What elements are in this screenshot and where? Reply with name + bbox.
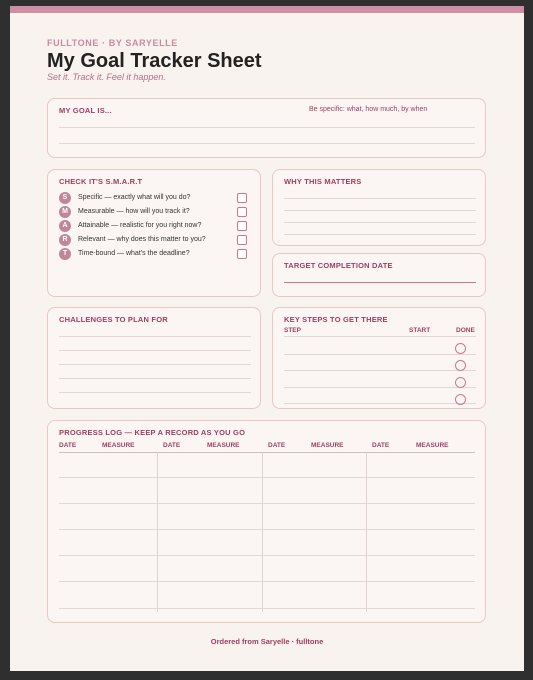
smart-letter-badge: R bbox=[59, 234, 71, 246]
smart-item-text: Attainable — realistic for you right now? bbox=[78, 222, 202, 229]
step-row-line[interactable] bbox=[284, 354, 476, 355]
start-column-header: START bbox=[409, 327, 431, 334]
measure-column-header: MEASURE bbox=[311, 442, 344, 449]
page-subtitle: Set it. Track it. Feel it happen. bbox=[47, 72, 166, 82]
challenges-write-line[interactable] bbox=[59, 378, 251, 379]
date-column-header: DATE bbox=[372, 442, 390, 449]
tracker-sheet bbox=[10, 6, 524, 671]
target-date-label: TARGET COMPLETION DATE bbox=[284, 261, 393, 270]
smart-item-text: Relevant — why does this matter to you? bbox=[78, 236, 206, 243]
goal-label: MY GOAL IS... bbox=[59, 106, 112, 115]
progress-row-line[interactable] bbox=[59, 608, 475, 609]
goal-box bbox=[47, 98, 486, 158]
progress-row-line[interactable] bbox=[59, 477, 475, 478]
key-steps-label: KEY STEPS TO GET THERE bbox=[284, 315, 388, 324]
challenges-write-line[interactable] bbox=[59, 392, 251, 393]
challenges-write-line[interactable] bbox=[59, 336, 251, 337]
smart-box bbox=[47, 169, 261, 297]
done-column-header: DONE bbox=[456, 327, 475, 334]
date-column-header: DATE bbox=[268, 442, 286, 449]
progress-row-line[interactable] bbox=[59, 581, 475, 582]
smart-letter-badge: M bbox=[59, 206, 71, 218]
smart-checkbox-measurable[interactable] bbox=[237, 207, 247, 217]
why-write-line[interactable] bbox=[284, 210, 476, 211]
smart-item-specific bbox=[59, 192, 249, 204]
progress-column-divider bbox=[157, 452, 158, 612]
progress-row-line[interactable] bbox=[59, 555, 475, 556]
target-date-line[interactable] bbox=[284, 282, 476, 283]
date-column-header: DATE bbox=[59, 442, 77, 449]
footer-credit: Ordered from Saryelle · fulltone bbox=[210, 637, 324, 646]
step-row-line[interactable] bbox=[284, 370, 476, 371]
goal-write-line[interactable] bbox=[59, 127, 475, 128]
step-done-circle[interactable] bbox=[455, 360, 466, 371]
progress-header-rule bbox=[59, 452, 475, 453]
smart-letter-badge: A bbox=[59, 220, 71, 232]
progress-row-line[interactable] bbox=[59, 529, 475, 530]
progress-row-line[interactable] bbox=[59, 503, 475, 504]
why-write-line[interactable] bbox=[284, 222, 476, 223]
date-column-header: DATE bbox=[163, 442, 181, 449]
step-column-header: STEP bbox=[284, 327, 301, 334]
measure-column-header: MEASURE bbox=[102, 442, 135, 449]
goal-write-line[interactable] bbox=[59, 143, 475, 144]
measure-column-header: MEASURE bbox=[416, 442, 449, 449]
goal-hint: Be specific: what, how much, by when bbox=[309, 106, 428, 113]
smart-item-attainable bbox=[59, 220, 249, 232]
step-row-line[interactable] bbox=[284, 403, 476, 404]
step-done-circle[interactable] bbox=[455, 377, 466, 388]
smart-item-text: Specific — exactly what will you do? bbox=[78, 194, 191, 201]
progress-column-divider bbox=[366, 452, 367, 612]
smart-item-text: Time-bound — what's the deadline? bbox=[78, 250, 190, 257]
progress-column-divider bbox=[262, 452, 263, 612]
smart-item-relevant bbox=[59, 234, 249, 246]
why-write-line[interactable] bbox=[284, 198, 476, 199]
smart-letter-badge: S bbox=[59, 192, 71, 204]
smart-item-text: Measurable — how will you track it? bbox=[78, 208, 190, 215]
step-done-circle[interactable] bbox=[455, 394, 466, 405]
progress-log-box bbox=[47, 420, 486, 623]
smart-checkbox-timebound[interactable] bbox=[237, 249, 247, 259]
top-accent-bar bbox=[10, 6, 524, 13]
smart-letter-badge: T bbox=[59, 248, 71, 260]
smart-checkbox-relevant[interactable] bbox=[237, 235, 247, 245]
key-steps-box bbox=[272, 307, 486, 409]
smart-label: CHECK IT'S S.M.A.R.T bbox=[59, 177, 143, 186]
target-date-box bbox=[272, 253, 486, 297]
challenges-write-line[interactable] bbox=[59, 364, 251, 365]
steps-header-rule bbox=[284, 336, 476, 337]
challenges-label: CHALLENGES TO PLAN FOR bbox=[59, 315, 168, 324]
challenges-box bbox=[47, 307, 261, 409]
brand-line: FULLTONE · BY SARYELLE bbox=[47, 38, 178, 48]
smart-checkbox-specific[interactable] bbox=[237, 193, 247, 203]
why-write-line[interactable] bbox=[284, 234, 476, 235]
why-label: WHY THIS MATTERS bbox=[284, 177, 362, 186]
smart-item-timebound bbox=[59, 248, 249, 260]
page-title: My Goal Tracker Sheet bbox=[47, 50, 262, 72]
step-row-line[interactable] bbox=[284, 387, 476, 388]
challenges-write-line[interactable] bbox=[59, 350, 251, 351]
why-box bbox=[272, 169, 486, 246]
smart-checkbox-attainable[interactable] bbox=[237, 221, 247, 231]
step-done-circle[interactable] bbox=[455, 343, 466, 354]
progress-log-label: PROGRESS LOG — KEEP A RECORD AS YOU GO bbox=[59, 428, 246, 437]
measure-column-header: MEASURE bbox=[207, 442, 240, 449]
smart-item-measurable bbox=[59, 206, 249, 218]
